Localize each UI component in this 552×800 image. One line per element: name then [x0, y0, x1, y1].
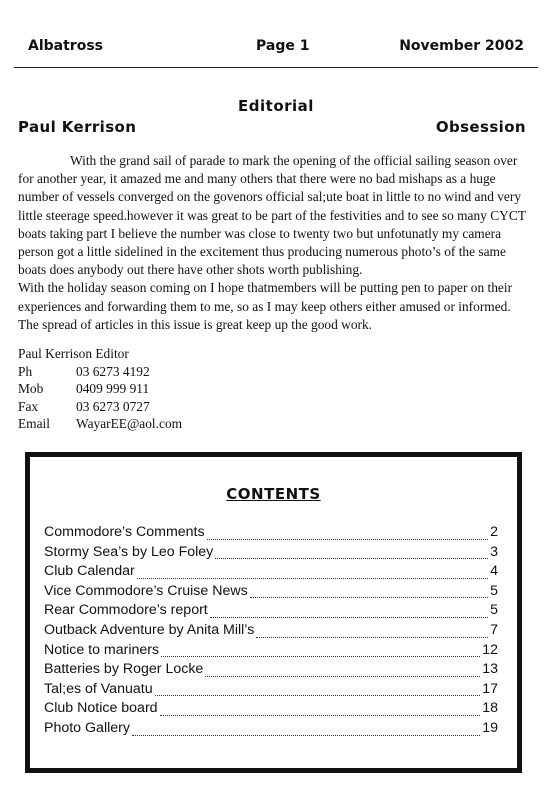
editorial-heading: Editorial — [238, 97, 314, 115]
contents-item — [44, 681, 498, 701]
contact-label: Fax — [18, 398, 39, 414]
contents-item — [44, 602, 498, 622]
contents-item — [44, 700, 498, 720]
publication-name: Albatross — [28, 38, 103, 54]
editorial-body — [18, 152, 534, 334]
dot-leader — [215, 557, 488, 559]
contact-row-phone — [18, 363, 182, 381]
contents-item — [44, 642, 498, 662]
contents-list — [44, 524, 498, 740]
editorial-topic: Obsession — [435, 118, 526, 136]
dot-leader — [161, 655, 480, 657]
editorial-paragraph-1: With the grand sail of parade to mark the opening of the official sailing season over for another year, it amazed me and many others that there were no bad mishaps as a huge number of vessels converged on the govenors official sal;ute boat in little to no wind and very little steerage speed.however it was great to be part of the festivities and to see so many CYCT boats taking part I believe the number was close to twenty two but unfotunatly my camera person got a little sidelined in the excitement thus producing numerous photo’s of the same boats does anybody out there have other shots worth publishing. — [18, 153, 526, 278]
contents-item-page: 7 — [490, 621, 498, 638]
dot-leader — [155, 694, 481, 696]
page-number: Page 1 — [256, 38, 310, 54]
dot-leader — [207, 538, 489, 540]
dot-leader — [205, 675, 480, 677]
dot-leader — [160, 714, 481, 716]
contents-item-page: 3 — [490, 543, 498, 560]
dot-leader — [132, 734, 480, 736]
contents-item-page: 17 — [482, 680, 498, 697]
editorial-paragraph-2: With the holiday season coming on I hope thatmembers will be putting pen to paper on their experiences and forwarding them to me, so as I may keep others either amused or informed. The spread of articles in this issue is great keep up the good work. — [18, 280, 513, 332]
contents-item-title: Rear Commodore’s report — [44, 602, 208, 619]
contents-item-title: Batteries by Roger Locke — [44, 661, 204, 678]
contents-item-title: Stormy Sea’s by Leo Foley — [44, 543, 214, 560]
contact-label: Ph — [18, 363, 33, 379]
contact-value: 0409 999 911 — [76, 381, 150, 396]
contents-item-title: Notice to mariners — [44, 641, 160, 658]
issue-date: November 2002 — [399, 38, 524, 54]
contents-item — [44, 544, 498, 564]
contact-email-value: WayarEE@aol.com — [76, 416, 183, 431]
contents-item-page: 12 — [482, 641, 498, 658]
editor-signature: Paul Kerrison Editor — [18, 346, 129, 361]
contents-box — [25, 452, 522, 773]
contents-item-page: 18 — [482, 700, 498, 717]
dot-leader — [250, 596, 488, 598]
contact-value: 03 6273 4192 — [76, 363, 150, 379]
contents-item-page: 5 — [490, 602, 498, 619]
contents-item-title: Photo Gallery — [44, 719, 130, 736]
contents-item-page: 2 — [490, 524, 498, 540]
contents-item-title: Tal;es of Vanuatu — [44, 680, 153, 697]
header-divider — [14, 67, 538, 68]
contents-item — [44, 622, 498, 642]
page-header — [28, 38, 524, 60]
editorial-author: Paul Kerrison — [18, 118, 137, 136]
contents-item — [44, 583, 498, 603]
contact-row-mobile — [18, 380, 182, 398]
contents-item-title: Outback Adventure by Anita Mill’s — [44, 621, 255, 638]
dot-leader — [137, 577, 488, 579]
contents-item-page: 5 — [490, 582, 498, 599]
contents-item-page: 19 — [482, 719, 498, 736]
contents-item — [44, 720, 498, 740]
contents-item — [44, 661, 498, 681]
contents-item-page: 13 — [482, 661, 498, 678]
contents-item-title: Commodore’s Comments — [44, 524, 205, 540]
contact-row-fax — [18, 398, 182, 416]
contact-label: Email — [18, 416, 50, 431]
contents-item-title: Club Calendar — [44, 563, 135, 580]
contents-item — [44, 524, 498, 544]
contact-value: 03 6273 0727 — [76, 398, 150, 414]
contents-item — [44, 563, 498, 583]
editor-contact — [18, 345, 182, 433]
contact-row-email — [18, 415, 182, 433]
contents-heading: CONTENTS — [226, 485, 321, 503]
dot-leader — [256, 636, 488, 638]
contents-item-title: Club Notice board — [44, 700, 158, 717]
dot-leader — [210, 616, 488, 618]
contact-label: Mob — [18, 381, 44, 396]
contents-item-page: 4 — [490, 563, 498, 580]
contents-item-title: Vice Commodore’s Cruise News — [44, 582, 248, 599]
